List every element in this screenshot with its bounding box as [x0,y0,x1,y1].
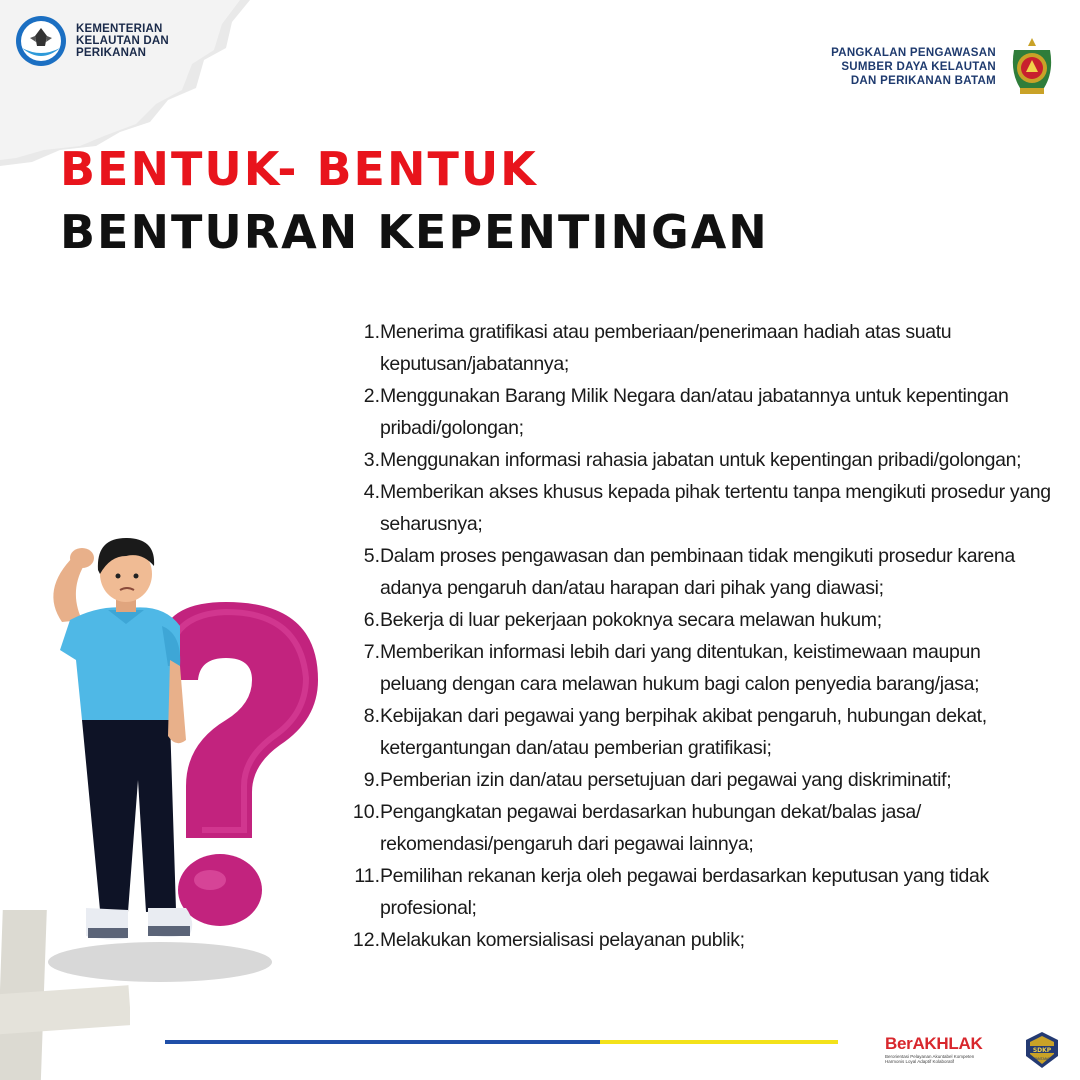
psdkp-line-1: PANGKALAN PENGAWASAN [831,47,996,59]
list-item [340,764,1060,796]
list-item-number: 10. [352,801,380,823]
conflict-of-interest-list [340,316,1060,956]
badge-label-top: SDKP [1032,1047,1052,1054]
list-item-text: profesional; [380,897,477,919]
list-item-text: Dalam proses pengawasan dan pembinaan tidak mengikuti prosedur karena [380,545,1015,567]
title-line-1: BENTUK- BENTUK [60,142,538,196]
list-item-text: Pengangkatan pegawai berdasarkan hubungan dekat/balas jasa/ [380,801,921,823]
list-item-number [340,508,380,540]
list-item-text: Melakukan komersialisasi pelayanan publik; [380,929,745,951]
list-item-text: peluang dengan cara melawan hukum bagi calon penyedia barang/jasa; [380,673,980,695]
list-item-number: 1. [363,321,380,343]
list-item [340,796,1060,828]
kkp-line-1: KEMENTERIAN [76,23,163,35]
psdkp-emblem-icon [1006,36,1058,98]
list-item [340,380,1060,412]
list-item [340,668,1060,700]
list-item-number: 4. [363,481,380,503]
list-item-text: Menggunakan informasi rahasia jabatan untuk kepentingan pribadi/golongan; [380,449,1022,471]
list-item-number [340,668,380,700]
list-item [340,508,1060,540]
list-item-text: pribadi/golongan; [380,417,524,439]
list-item [340,636,1060,668]
list-item-number: 5. [363,545,380,567]
list-item-text: Pemilihan rekanan kerja oleh pegawai berdasarkan keputusan yang tidak [380,865,989,887]
kkp-line-3: PERIKANAN [76,47,147,59]
list-item-text: rekomendasi/pengaruh dari pegawai lainnya; [380,833,754,855]
list-item [340,412,1060,444]
list-item-text: Bekerja di luar pekerjaan pokoknya secara melawan hukum; [380,609,882,631]
list-item-number: 11. [354,865,380,887]
list-item-text: Memberikan informasi lebih dari yang ditentukan, keistimewaan maupun [380,641,981,663]
list-item-number [340,348,380,380]
list-item-text: Menggunakan Barang Milik Negara dan/atau jabatannya untuk kepentingan [380,385,1009,407]
psdkp-line-3: DAN PERIKANAN BATAM [850,75,996,87]
kkp-logo [14,14,169,68]
list-item [340,892,1060,924]
list-item [340,732,1060,764]
confused-person-illustration [30,530,330,990]
list-item-number: 2. [363,385,380,407]
list-item-number: 8. [363,705,380,727]
list-item-text: adanya pengaruh dan/atau harapan dari pihak yang diawasi; [380,577,884,599]
list-item-text: Pemberian izin dan/atau persetujuan dari pegawai yang diskriminatif; [380,769,952,791]
list-item [340,476,1060,508]
badge-label-bottom: PANTANG [1033,1057,1051,1061]
list-item-number: 12. [352,929,380,951]
list-item-number: 7. [363,641,380,663]
psdkp-name [831,46,996,88]
footer-bar-blue [165,1040,600,1044]
list-item-text: ketergantungan dan/atau pemberian gratifikasi; [380,737,772,759]
berakhlak-wordmark: BerAKHLAK [885,1034,983,1053]
list-item-text: keputusan/jabatannya; [380,353,569,375]
list-item [340,444,1060,476]
list-item-number [340,732,380,764]
list-item-number [340,572,380,604]
list-item-number: 3. [363,449,380,471]
list-item-number: 6. [363,609,380,631]
footer-bar-yellow [600,1040,838,1044]
list-item [340,572,1060,604]
list-item [340,828,1060,860]
list-item [340,700,1060,732]
list-item-text: Menerima gratifikasi atau pemberiaan/penerimaan hadiah atas suatu [380,321,952,343]
list-item-number [340,412,380,444]
sdkp-badge-icon [1022,1030,1062,1070]
list-item [340,604,1060,636]
berakhlak-tagline: Berorientasi Pelayanan Akuntabel Kompeten Harmonis Loyal Adaptif Kolaboratif [885,1054,975,1064]
list-item [340,316,1060,348]
list-item-number [340,892,380,924]
psdkp-logo [831,36,1058,98]
list-item [340,348,1060,380]
list-item [340,540,1060,572]
title-line-2: BENTURAN KEPENTINGAN [60,205,769,259]
kkp-name [76,23,169,59]
list-item-text: seharusnya; [380,513,483,535]
kkp-logo-icon [14,14,68,68]
berakhlak-logo [885,1034,985,1064]
list-item [340,860,1060,892]
psdkp-line-2: SUMBER DAYA KELAUTAN [841,61,996,73]
list-item-text: Memberikan akses khusus kepada pihak tertentu tanpa mengikuti prosedur yang [380,481,1051,503]
list-item-number: 9. [363,769,380,791]
list-item-number [340,828,380,860]
kkp-line-2: KELAUTAN DAN [76,35,169,47]
list-item-text: Kebijakan dari pegawai yang berpihak akibat pengaruh, hubungan dekat, [380,705,987,727]
list-item [340,924,1060,956]
